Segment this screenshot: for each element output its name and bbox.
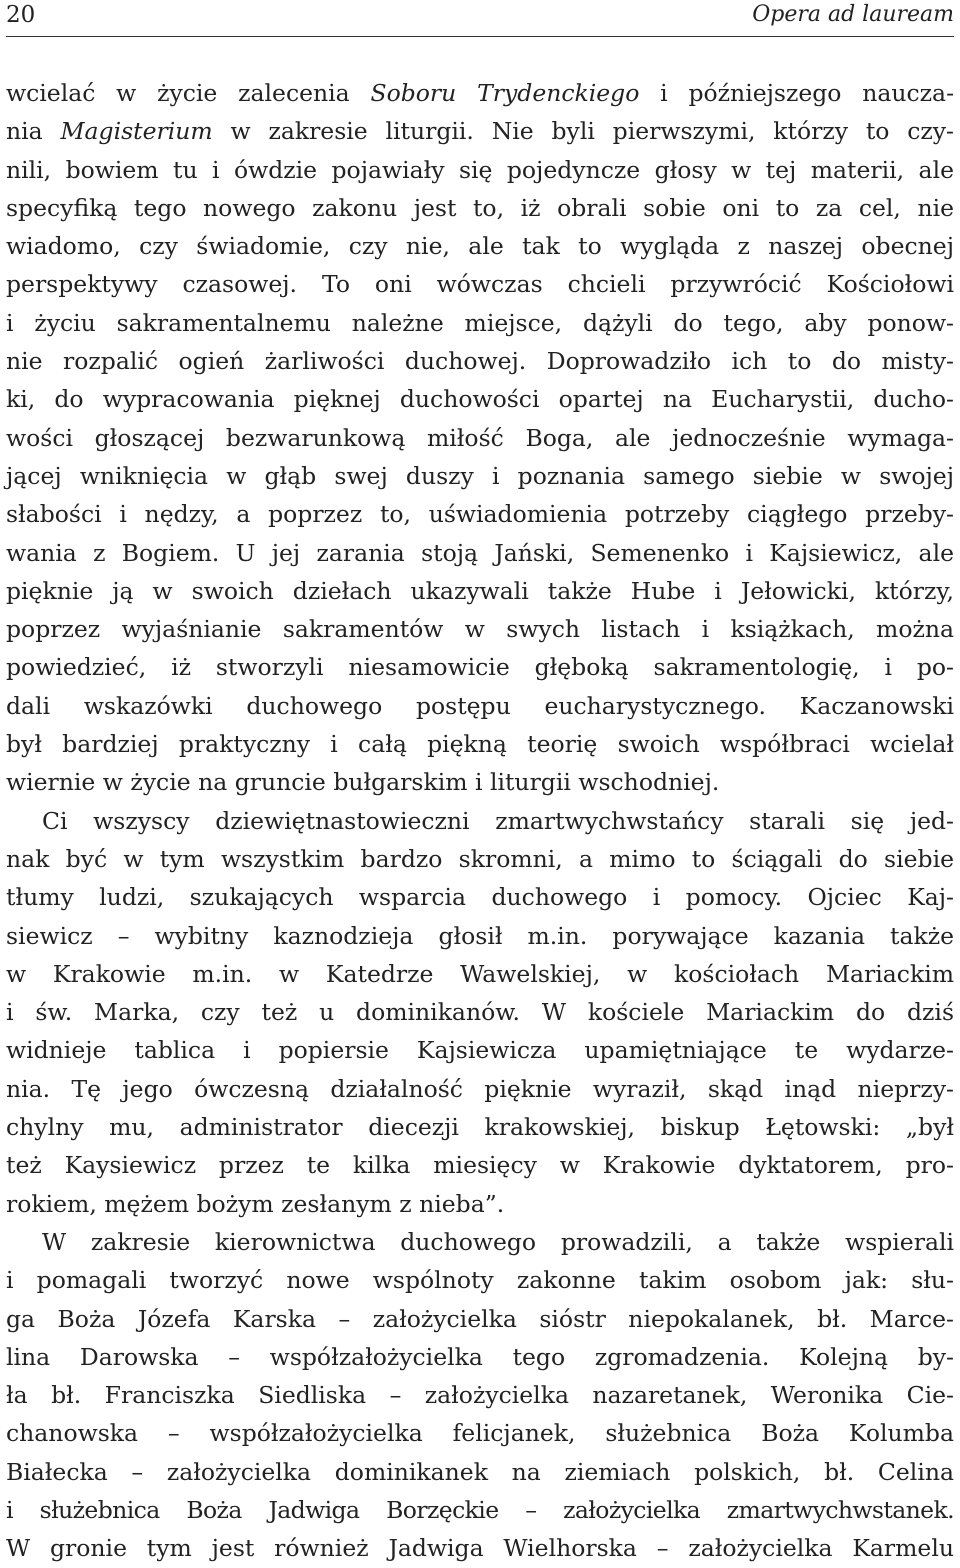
text-run: nili, bowiem tu i ówdzie pojawiały się pojedyncze głosy w tej materii, ale [6, 155, 954, 184]
text-line [6, 342, 954, 380]
text-run: i służebnica Boża Jadwiga Borzęckie – założycielka zmartwychwstanek. [6, 1495, 954, 1524]
text-run: też Kaysiewicz przez te kilka miesięcy w Krakowie dyktatorem, pro- [6, 1151, 954, 1180]
text-line [6, 1185, 954, 1223]
page-header [6, 0, 954, 30]
text-line [6, 955, 954, 993]
text-run: i św. Marka, czy też u dominikanów. W kościele Mariackim do dziś [6, 998, 954, 1027]
text-run: wcielać w życie zalecenia [6, 79, 371, 107]
text-run: chanowska – współzałożycielka felicjanek, służebnica Boża Kolumba [6, 1419, 954, 1448]
text-run: wania z Bogiem. U jej zarania stoją Jański, Semenenko i Kajsiewicz, ale [6, 538, 954, 567]
text-line [6, 380, 954, 418]
text-run: nia. Tę jego ówczesną działalność pięknie wyraził, skąd inąd nieprzy- [6, 1074, 954, 1103]
text-line [6, 802, 954, 840]
text-line [6, 572, 954, 610]
text-line [6, 993, 954, 1031]
text-line [6, 1300, 954, 1338]
text-run: pięknie ją w swoich dziełach ukazywali także Hube i Jełowicki, którzy, [6, 576, 954, 605]
body-text [6, 74, 954, 1568]
text-run: nie rozpalić ogień żarliwości duchowej. Doprowadziło ich to do misty- [6, 347, 954, 376]
text-line [6, 648, 954, 686]
text-run: i życiu sakramentalnemu należne miejsce, dążyli do tego, aby ponow- [6, 308, 954, 337]
text-run: lina Darowska – współzałożycielka tego zgromadzenia. Kolejną by- [6, 1342, 954, 1371]
text-run: w zakresie liturgii. Nie byli pierwszymi, którzy to czy- [212, 117, 954, 146]
text-line [6, 1223, 954, 1261]
text-line [6, 151, 954, 189]
text-run: nia [6, 117, 61, 146]
text-line [6, 1338, 954, 1376]
page-number: 20 [6, 2, 36, 28]
text-line [6, 1031, 954, 1069]
text-run: wości głoszącej bezwarunkową miłość Boga, ale jednocześnie wymaga- [6, 423, 954, 452]
text-line [6, 457, 954, 495]
text-run: poprzez wyjaśnianie sakramentów w swych listach i książkach, można [6, 615, 954, 644]
text-run: wiernie w życie na gruncie bułgarskim i liturgii wschodniej. [6, 768, 720, 797]
text-line [6, 1529, 954, 1567]
text-run: jącej wniknięcia w głąb swej duszy i poznania samego siebie w swojej [6, 461, 954, 490]
text-line [6, 1414, 954, 1452]
text-line [6, 112, 954, 150]
text-run: i późniejszego naucza- [639, 79, 955, 107]
text-line [6, 610, 954, 648]
text-run: dali wskazówki duchowego postępu eucharystycznego. Kaczanowski [6, 691, 954, 720]
text-run: widnieje tablica i popiersie Kajsiewicza upamiętniające te wydarze- [6, 1036, 954, 1065]
text-line [6, 74, 954, 112]
text-line [6, 534, 954, 572]
text-run: powiedzieć, iż stworzyli niesamowicie głęboką sakramentologię, i po- [6, 653, 954, 682]
text-line [6, 1376, 954, 1414]
header-rule [6, 36, 954, 37]
text-line [6, 304, 954, 342]
text-line [6, 917, 954, 955]
text-run: rokiem, mężem bożym zesłanym z nieba”. [6, 1189, 505, 1218]
italic-text: Magisterium [60, 117, 213, 146]
text-line [6, 1491, 954, 1529]
text-line [6, 1261, 954, 1299]
text-run: ki, do wypracowania pięknej duchowości opartej na Eucharystii, ducho- [6, 385, 954, 414]
text-line [6, 725, 954, 763]
text-run: nak być w tym wszystkim bardzo skromni, a mimo to ściągali do siebie [6, 844, 954, 873]
text-line [6, 227, 954, 265]
text-run: siewicz – wybitny kaznodzieja głosił m.in. porywające kazania także [6, 921, 954, 950]
text-run: ga Boża Józefa Karska – założycielka sióstr niepokalanek, bł. Marce- [6, 1304, 954, 1333]
text-run: W gronie tym jest również Jadwiga Wielhorska – założycielka Karmelu [6, 1534, 954, 1563]
text-line [6, 687, 954, 725]
text-run: Ci wszyscy dziewiętnastowieczni zmartwychwstańcy starali się jed- [42, 806, 954, 835]
text-line [6, 419, 954, 457]
text-line [6, 763, 954, 801]
text-line [6, 1453, 954, 1491]
text-run: specyfiką tego nowego zakonu jest to, iż obrali sobie oni to za cel, nie [6, 193, 954, 222]
text-line [6, 1070, 954, 1108]
text-line [6, 840, 954, 878]
text-line [6, 265, 954, 303]
text-run: W zakresie kierownictwa duchowego prowadzili, a także wspierali [42, 1227, 954, 1256]
text-run: perspektywy czasowej. To oni wówczas chcieli przywrócić Kościołowi [6, 270, 954, 299]
running-title: Opera ad lauream [752, 2, 954, 27]
italic-text: Soboru Trydenckiego [370, 79, 640, 107]
text-line [6, 878, 954, 916]
text-line [6, 1108, 954, 1146]
text-run: ła bł. Franciszka Siedliska – założycielka nazaretanek, Weronika Cie- [6, 1381, 954, 1410]
text-line [6, 495, 954, 533]
text-line [6, 1146, 954, 1184]
text-run: słabości i nędzy, a poprzez to, uświadomienia potrzeby ciągłego przeby- [6, 500, 954, 529]
text-run: wiadomo, czy świadomie, czy nie, ale tak to wygląda z naszej obecnej [6, 232, 954, 261]
text-run: był bardziej praktyczny i całą piękną teorię swoich współbraci wcielał [6, 730, 954, 759]
text-run: Białecka – założycielka dominikanek na ziemiach polskich, bł. Celina [6, 1457, 954, 1486]
text-run: tłumy ludzi, szukających wsparcia duchowego i pomocy. Ojciec Kaj- [6, 883, 954, 912]
text-run: chylny mu, administrator diecezji krakowskiej, biskup Łętowski: „był [6, 1113, 954, 1142]
text-line [6, 189, 954, 227]
text-run: w Krakowie m.in. w Katedrze Wawelskiej, w kościołach Mariackim [6, 959, 954, 988]
text-run: i pomagali tworzyć nowe wspólnoty zakonne takim osobom jak: słu- [6, 1266, 954, 1295]
